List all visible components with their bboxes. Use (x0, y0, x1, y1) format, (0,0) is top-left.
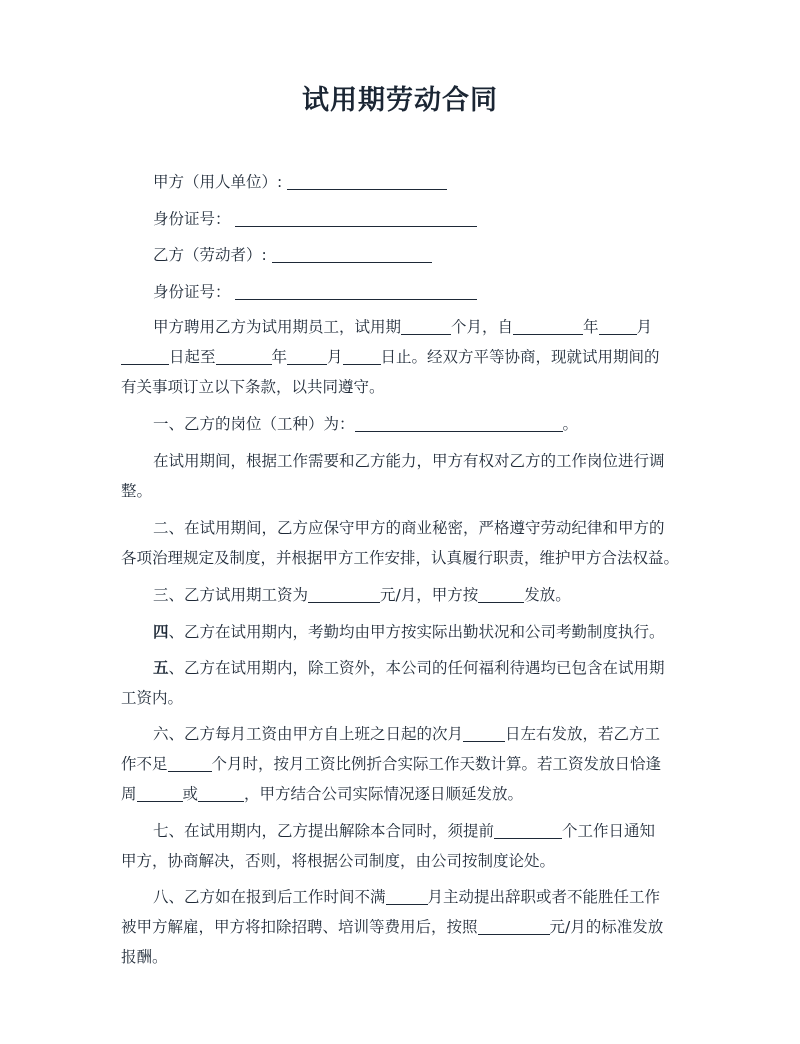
end-day-blank[interactable] (343, 348, 381, 365)
clause-1-para-line-1 (153, 450, 665, 472)
clause-7-line-2 (121, 850, 555, 872)
intro-line-2 (121, 346, 660, 368)
partial-month-blank[interactable] (168, 755, 212, 772)
clause-2-text: 各项治理规定及制度，并根据甲方工作安排，认真履行职责，维护甲方合法权益。 (121, 549, 680, 567)
weekday-blank-1[interactable] (137, 785, 183, 802)
party-b-id-label: 身份证号： (153, 283, 231, 301)
party-a-id-label: 身份证号： (153, 210, 231, 228)
intro-text: 个月，自 (451, 318, 514, 336)
position-blank[interactable] (355, 415, 563, 432)
party-a-blank[interactable] (287, 173, 447, 190)
clause-5-line-1 (153, 657, 665, 679)
clause-6-text: 或 (182, 785, 199, 803)
intro-text: 月 (327, 348, 343, 366)
clause-1-para-line-2 (121, 480, 152, 502)
clause-5-text: 工资内。 (121, 689, 184, 707)
min-work-months-blank[interactable] (386, 888, 428, 905)
intro-text: 月 (636, 318, 653, 336)
end-year-blank[interactable] (216, 348, 272, 365)
party-b-blank[interactable] (272, 246, 432, 263)
intro-text: 年 (583, 318, 599, 336)
weekday-blank-2[interactable] (198, 785, 244, 802)
start-year-blank[interactable] (513, 318, 583, 335)
party-a-id-line (153, 208, 477, 230)
clause-1-line (153, 413, 578, 435)
clause-1-text: 整。 (121, 482, 153, 500)
clause-2-text: 二、在试用期间，乙方应保守甲方的商业秘密，严格遵守劳动纪律和甲方的 (153, 519, 665, 537)
intro-text: 日止。经双方平等协商，现就试用期间的 (380, 348, 660, 366)
probation-months-blank[interactable] (401, 318, 451, 335)
clause-6-text: 作不足 (121, 755, 168, 773)
intro-line-1 (153, 316, 652, 338)
clause-5-line-2 (121, 687, 183, 709)
clause-2-line-2 (121, 547, 679, 569)
clause-8-line-2 (121, 916, 663, 938)
pay-method-blank[interactable] (478, 586, 524, 603)
clause-8-line-3 (121, 946, 168, 968)
intro-text: 日起至 (169, 348, 216, 366)
clause-6-text: 六、乙方每月工资由甲方自上班之日起的次月 (153, 725, 464, 743)
document-title: 试用期劳动合同 (302, 85, 498, 116)
clause-6-line-2 (121, 753, 661, 775)
clause-8-text: 元/月的标准发放 (549, 918, 664, 936)
clause-7-line-1 (153, 820, 655, 842)
clause-6-line-1 (153, 723, 660, 745)
clause-1-text: 。 (562, 415, 579, 433)
clause-7-text: 甲方，协商解决，否则，将根据公司制度，由公司按制度论处。 (121, 852, 556, 870)
clause-3-text: 元/月，甲方按 (380, 586, 479, 604)
clause-3-text: 三、乙方试用期工资为 (153, 586, 309, 604)
compensation-rate-blank[interactable] (478, 918, 550, 935)
clause-6-text: ，甲方结合公司实际情况逐日顺延发放。 (244, 785, 524, 803)
clause-3-line (153, 584, 571, 606)
start-month-blank[interactable] (599, 318, 637, 335)
clause-4-text: 、乙方在试用期内，考勤均由甲方按实际出勤状况和公司考勤制度执行。 (168, 623, 665, 641)
party-b-label: 乙方（劳动者）: (153, 246, 267, 264)
pay-day-blank[interactable] (463, 725, 505, 742)
clause-5-text: 、乙方在试用期内，除工资外，本公司的任何福利待遇均已包含在试用期 (168, 659, 665, 677)
party-a-id-blank[interactable] (235, 210, 477, 227)
salary-blank[interactable] (308, 586, 380, 603)
clause-4-number: 四 (153, 623, 169, 641)
intro-text: 年 (271, 348, 288, 366)
clause-6-text: 个月时，按月工资比例折合实际工作天数计算。若工资发放日恰逢 (211, 755, 662, 773)
clause-1-text: 在试用期间，根据工作需要和乙方能力，甲方有权对乙方的工作岗位进行调 (153, 452, 665, 470)
party-b-line (153, 244, 432, 266)
clause-8-text: 八、乙方如在报到后工作时间不满 (153, 888, 386, 906)
clause-3-text: 发放。 (524, 586, 571, 604)
clause-8-text: 报酬。 (121, 948, 168, 966)
party-a-line (153, 171, 447, 193)
clause-6-line-3 (121, 783, 523, 805)
intro-text: 有关事项订立以下条款，以共同遵守。 (121, 378, 385, 396)
clause-1-text: 一、乙方的岗位（工种）为： (153, 415, 355, 433)
intro-line-3 (121, 376, 385, 398)
clause-7-text: 个工作日通知 (562, 822, 656, 840)
start-day-blank[interactable] (121, 348, 169, 365)
party-b-id-line (153, 281, 477, 303)
end-month-blank[interactable] (287, 348, 327, 365)
party-b-id-blank[interactable] (235, 283, 477, 300)
party-a-label: 甲方（用人单位）: (153, 173, 283, 191)
clause-4-line (153, 621, 665, 643)
clause-2-line-1 (153, 517, 665, 539)
clause-8-text: 被甲方解雇，甲方将扣除招聘、培训等费用后，按照 (121, 918, 478, 936)
clause-8-line-1 (153, 886, 660, 908)
clause-6-text: 周 (121, 785, 137, 803)
clause-7-text: 七、在试用期内，乙方提出解除本合同时，须提前 (153, 822, 495, 840)
intro-text: 甲方聘用乙方为试用期员工，试用期 (153, 318, 402, 336)
clause-8-text: 月主动提出辞职或者不能胜任工作 (427, 888, 661, 906)
clause-6-text: 日左右发放，若乙方工 (505, 725, 661, 743)
notice-days-blank[interactable] (494, 822, 562, 839)
clause-5-number: 五 (153, 659, 169, 677)
